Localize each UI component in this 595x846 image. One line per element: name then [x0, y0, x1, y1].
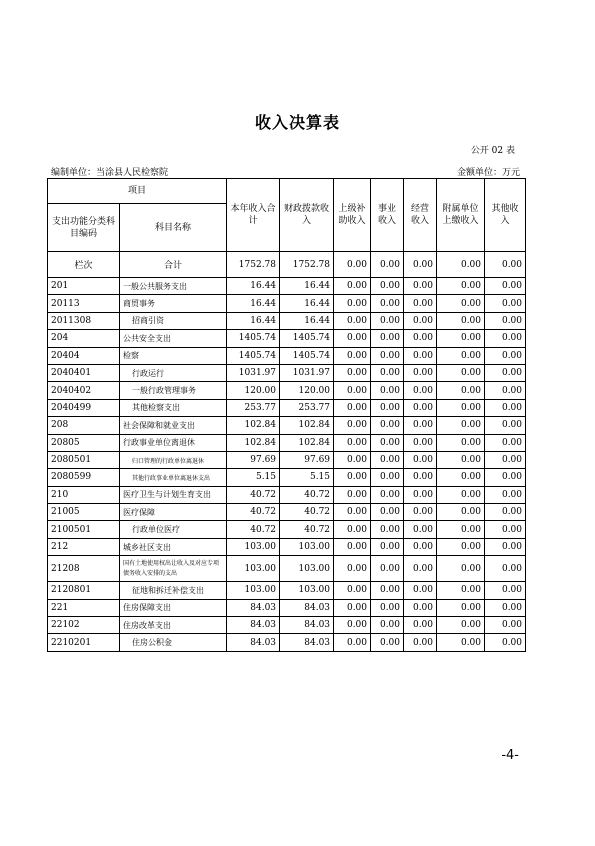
row-value: 103.00 [280, 538, 334, 555]
row-name: 医疗卫生与计划生育支出 [120, 486, 227, 503]
row-value: 0.00 [334, 347, 371, 364]
row-name: 医疗保障 [120, 504, 227, 521]
row-value: 40.72 [280, 521, 334, 538]
row-value: 84.03 [227, 634, 280, 651]
row-name: 国有土地使用权出让收入及对应专项债务收入安排的支出 [120, 556, 227, 582]
row-value: 0.00 [404, 504, 437, 521]
row-value: 0.00 [437, 399, 485, 416]
row-code: 2040499 [48, 399, 120, 416]
row-code: 2120801 [48, 582, 120, 599]
total-value: 0.00 [485, 252, 526, 278]
row-value: 0.00 [371, 382, 404, 399]
row-value: 0.00 [334, 417, 371, 434]
row-value: 0.00 [437, 434, 485, 451]
row-value: 0.00 [334, 634, 371, 651]
row-value: 0.00 [404, 330, 437, 347]
row-value: 253.77 [227, 399, 280, 416]
row-value: 0.00 [485, 399, 526, 416]
row-value: 0.00 [404, 556, 437, 582]
row-code: 20404 [48, 347, 120, 364]
row-value: 40.72 [280, 504, 334, 521]
table-row [48, 278, 526, 295]
reporting-unit: 编制单位：当涂县人民检察院 [51, 168, 169, 178]
row-value: 84.03 [280, 634, 334, 651]
row-value: 0.00 [437, 278, 485, 295]
table-body [48, 278, 526, 652]
row-value: 0.00 [485, 278, 526, 295]
row-value: 0.00 [371, 486, 404, 503]
table-row [48, 556, 526, 582]
row-value: 0.00 [404, 582, 437, 599]
header-business: 事业收入 [371, 179, 404, 252]
row-value: 0.00 [437, 347, 485, 364]
row-value: 0.00 [437, 521, 485, 538]
header-operating: 经营收入 [404, 179, 437, 252]
row-value: 0.00 [371, 469, 404, 486]
row-name: 住房公积金 [120, 634, 227, 651]
row-value: 40.72 [280, 486, 334, 503]
row-value: 16.44 [280, 295, 334, 312]
table-row [48, 434, 526, 451]
row-value: 0.00 [437, 451, 485, 468]
row-value: 1405.74 [227, 330, 280, 347]
row-value: 0.00 [437, 364, 485, 381]
row-value: 0.00 [404, 382, 437, 399]
row-code: 2080501 [48, 451, 120, 468]
row-code: 212 [48, 538, 120, 555]
row-value: 0.00 [334, 582, 371, 599]
row-value: 0.00 [437, 582, 485, 599]
row-code: 21208 [48, 556, 120, 582]
row-value: 16.44 [227, 278, 280, 295]
row-code: 20805 [48, 434, 120, 451]
row-value: 97.69 [227, 451, 280, 468]
table-row [48, 295, 526, 312]
row-value: 0.00 [485, 556, 526, 582]
row-value: 0.00 [437, 599, 485, 616]
row-value: 0.00 [404, 617, 437, 634]
row-value: 0.00 [371, 521, 404, 538]
row-value: 0.00 [485, 347, 526, 364]
row-value: 0.00 [371, 278, 404, 295]
row-value: 0.00 [404, 312, 437, 329]
row-value: 0.00 [404, 521, 437, 538]
row-value: 0.00 [334, 451, 371, 468]
row-code: 2100501 [48, 521, 120, 538]
header-fiscal: 财政拨款收入 [280, 179, 334, 252]
row-value: 0.00 [404, 634, 437, 651]
row-value: 0.00 [334, 469, 371, 486]
row-value: 0.00 [334, 434, 371, 451]
header-code: 支出功能分类科目编码 [48, 204, 120, 252]
row-value: 102.84 [227, 434, 280, 451]
row-value: 0.00 [485, 434, 526, 451]
row-value: 0.00 [404, 364, 437, 381]
row-value: 0.00 [334, 278, 371, 295]
row-value: 40.72 [227, 521, 280, 538]
row-name: 一般公共服务支出 [120, 278, 227, 295]
row-value: 0.00 [485, 382, 526, 399]
row-value: 16.44 [280, 278, 334, 295]
table-row [48, 451, 526, 468]
row-value: 0.00 [485, 617, 526, 634]
row-value: 5.15 [280, 469, 334, 486]
row-value: 1405.74 [227, 347, 280, 364]
row-value: 102.84 [280, 417, 334, 434]
row-name: 检察 [120, 347, 227, 364]
row-name: 其他检察支出 [120, 399, 227, 416]
row-name: 住房保障支出 [120, 599, 227, 616]
row-value: 0.00 [371, 634, 404, 651]
row-value: 16.44 [227, 312, 280, 329]
row-name: 社会保障和就业支出 [120, 417, 227, 434]
row-value: 120.00 [227, 382, 280, 399]
row-value: 0.00 [404, 278, 437, 295]
row-value: 0.00 [485, 451, 526, 468]
row-value: 0.00 [485, 582, 526, 599]
row-name: 归口管理的行政单位离退休 [120, 451, 227, 468]
row-value: 0.00 [437, 617, 485, 634]
row-name: 住房改革支出 [120, 617, 227, 634]
row-value: 0.00 [334, 364, 371, 381]
table-row [48, 347, 526, 364]
table-row [48, 312, 526, 329]
row-name: 城乡社区支出 [120, 538, 227, 555]
row-value: 0.00 [371, 556, 404, 582]
row-value: 84.03 [227, 617, 280, 634]
table-row [48, 399, 526, 416]
row-value: 253.77 [280, 399, 334, 416]
row-value: 102.84 [280, 434, 334, 451]
row-value: 0.00 [485, 521, 526, 538]
row-code: 221 [48, 599, 120, 616]
row-value: 0.00 [437, 469, 485, 486]
row-code: 210 [48, 486, 120, 503]
row-code: 22102 [48, 617, 120, 634]
row-value: 0.00 [334, 504, 371, 521]
table-row [48, 504, 526, 521]
row-name: 其他行政事业单位离退休支出 [120, 469, 227, 486]
total-value: 0.00 [404, 252, 437, 278]
row-value: 0.00 [371, 417, 404, 434]
row-value: 0.00 [371, 347, 404, 364]
row-value: 0.00 [404, 434, 437, 451]
table-row [48, 617, 526, 634]
row-value: 0.00 [437, 382, 485, 399]
header-superior: 上级补助收入 [334, 179, 371, 252]
row-code: 2040401 [48, 364, 120, 381]
table-row [48, 582, 526, 599]
row-value: 0.00 [371, 451, 404, 468]
row-value: 0.00 [334, 538, 371, 555]
row-value: 0.00 [485, 312, 526, 329]
page-title: 收入决算表 [254, 113, 340, 132]
row-value: 0.00 [404, 469, 437, 486]
row-value: 16.44 [280, 312, 334, 329]
row-value: 0.00 [437, 556, 485, 582]
income-table [47, 178, 526, 652]
row-value: 0.00 [371, 312, 404, 329]
row-value: 0.00 [437, 634, 485, 651]
row-value: 5.15 [227, 469, 280, 486]
header-project: 项目 [48, 179, 227, 204]
row-value: 0.00 [404, 295, 437, 312]
row-value: 0.00 [334, 556, 371, 582]
row-code: 2011308 [48, 312, 120, 329]
table-row [48, 382, 526, 399]
row-code: 2040402 [48, 382, 120, 399]
row-code: 2080599 [48, 469, 120, 486]
row-value: 0.00 [371, 399, 404, 416]
row-value: 103.00 [227, 538, 280, 555]
row-value: 102.84 [227, 417, 280, 434]
table-row [48, 364, 526, 381]
amount-unit: 金额单位：万元 [456, 168, 520, 178]
row-value: 103.00 [227, 556, 280, 582]
row-value: 0.00 [371, 330, 404, 347]
row-value: 16.44 [227, 295, 280, 312]
row-value: 0.00 [404, 417, 437, 434]
table-row [48, 486, 526, 503]
row-value: 0.00 [485, 364, 526, 381]
table-row [48, 634, 526, 651]
row-value: 103.00 [227, 582, 280, 599]
row-value: 0.00 [334, 399, 371, 416]
row-value: 0.00 [437, 312, 485, 329]
row-value: 0.00 [485, 634, 526, 651]
row-value: 0.00 [371, 538, 404, 555]
row-name: 行政运行 [120, 364, 227, 381]
row-value: 1031.97 [227, 364, 280, 381]
row-value: 0.00 [371, 617, 404, 634]
row-value: 84.03 [280, 617, 334, 634]
row-value: 40.72 [227, 486, 280, 503]
total-row-label: 栏次 [48, 252, 120, 278]
row-value: 0.00 [404, 486, 437, 503]
total-value: 0.00 [334, 252, 371, 278]
row-value: 84.03 [227, 599, 280, 616]
row-name: 征地和拆迁补偿支出 [120, 582, 227, 599]
row-name: 行政单位医疗 [120, 521, 227, 538]
row-value: 0.00 [334, 312, 371, 329]
row-value: 1031.97 [280, 364, 334, 381]
row-value: 0.00 [334, 486, 371, 503]
row-value: 40.72 [227, 504, 280, 521]
row-value: 0.00 [485, 295, 526, 312]
row-value: 0.00 [334, 599, 371, 616]
row-value: 0.00 [334, 617, 371, 634]
total-row-name: 合计 [120, 252, 227, 278]
row-value: 0.00 [371, 295, 404, 312]
row-value: 0.00 [437, 417, 485, 434]
row-code: 204 [48, 330, 120, 347]
table-row [48, 469, 526, 486]
row-value: 84.03 [280, 599, 334, 616]
row-value: 0.00 [404, 538, 437, 555]
total-value: 1752.78 [227, 252, 280, 278]
row-value: 0.00 [371, 364, 404, 381]
total-value: 0.00 [437, 252, 485, 278]
form-number: 公开 02 表 [470, 146, 515, 156]
row-value: 0.00 [334, 521, 371, 538]
row-value: 0.00 [437, 538, 485, 555]
header-affiliated: 附属单位上缴收入 [437, 179, 485, 252]
table-row [48, 538, 526, 555]
row-value: 0.00 [404, 347, 437, 364]
row-code: 2210201 [48, 634, 120, 651]
row-value: 0.00 [437, 330, 485, 347]
row-value: 0.00 [485, 599, 526, 616]
row-code: 201 [48, 278, 120, 295]
header-other: 其他收入 [485, 179, 526, 252]
row-value: 0.00 [485, 504, 526, 521]
row-value: 1405.74 [280, 330, 334, 347]
table-row [48, 521, 526, 538]
row-value: 0.00 [334, 382, 371, 399]
row-value: 0.00 [485, 469, 526, 486]
row-name: 商贸事务 [120, 295, 227, 312]
row-value: 0.00 [334, 295, 371, 312]
row-value: 0.00 [485, 417, 526, 434]
row-value: 1405.74 [280, 347, 334, 364]
row-value: 120.00 [280, 382, 334, 399]
row-value: 0.00 [485, 486, 526, 503]
row-value: 0.00 [437, 504, 485, 521]
row-value: 103.00 [280, 582, 334, 599]
row-value: 0.00 [404, 399, 437, 416]
row-value: 0.00 [371, 582, 404, 599]
header-total: 本年收入合计 [227, 179, 280, 252]
row-value: 97.69 [280, 451, 334, 468]
row-value: 0.00 [404, 599, 437, 616]
total-value: 1752.78 [280, 252, 334, 278]
row-value: 0.00 [334, 330, 371, 347]
table-row [48, 599, 526, 616]
table-row [48, 417, 526, 434]
row-name: 招商引资 [120, 312, 227, 329]
row-name: 一般行政管理事务 [120, 382, 227, 399]
header-name: 科目名称 [120, 204, 227, 252]
row-value: 103.00 [280, 556, 334, 582]
row-name: 行政事业单位离退休 [120, 434, 227, 451]
row-value: 0.00 [485, 330, 526, 347]
row-value: 0.00 [437, 486, 485, 503]
row-code: 21005 [48, 504, 120, 521]
row-value: 0.00 [404, 451, 437, 468]
row-value: 0.00 [485, 538, 526, 555]
total-value: 0.00 [371, 252, 404, 278]
row-name: 公共安全支出 [120, 330, 227, 347]
row-code: 208 [48, 417, 120, 434]
page-number: -4- [501, 748, 519, 763]
row-value: 0.00 [437, 295, 485, 312]
table-row [48, 330, 526, 347]
row-code: 20113 [48, 295, 120, 312]
row-value: 0.00 [371, 434, 404, 451]
row-value: 0.00 [371, 504, 404, 521]
row-value: 0.00 [371, 599, 404, 616]
